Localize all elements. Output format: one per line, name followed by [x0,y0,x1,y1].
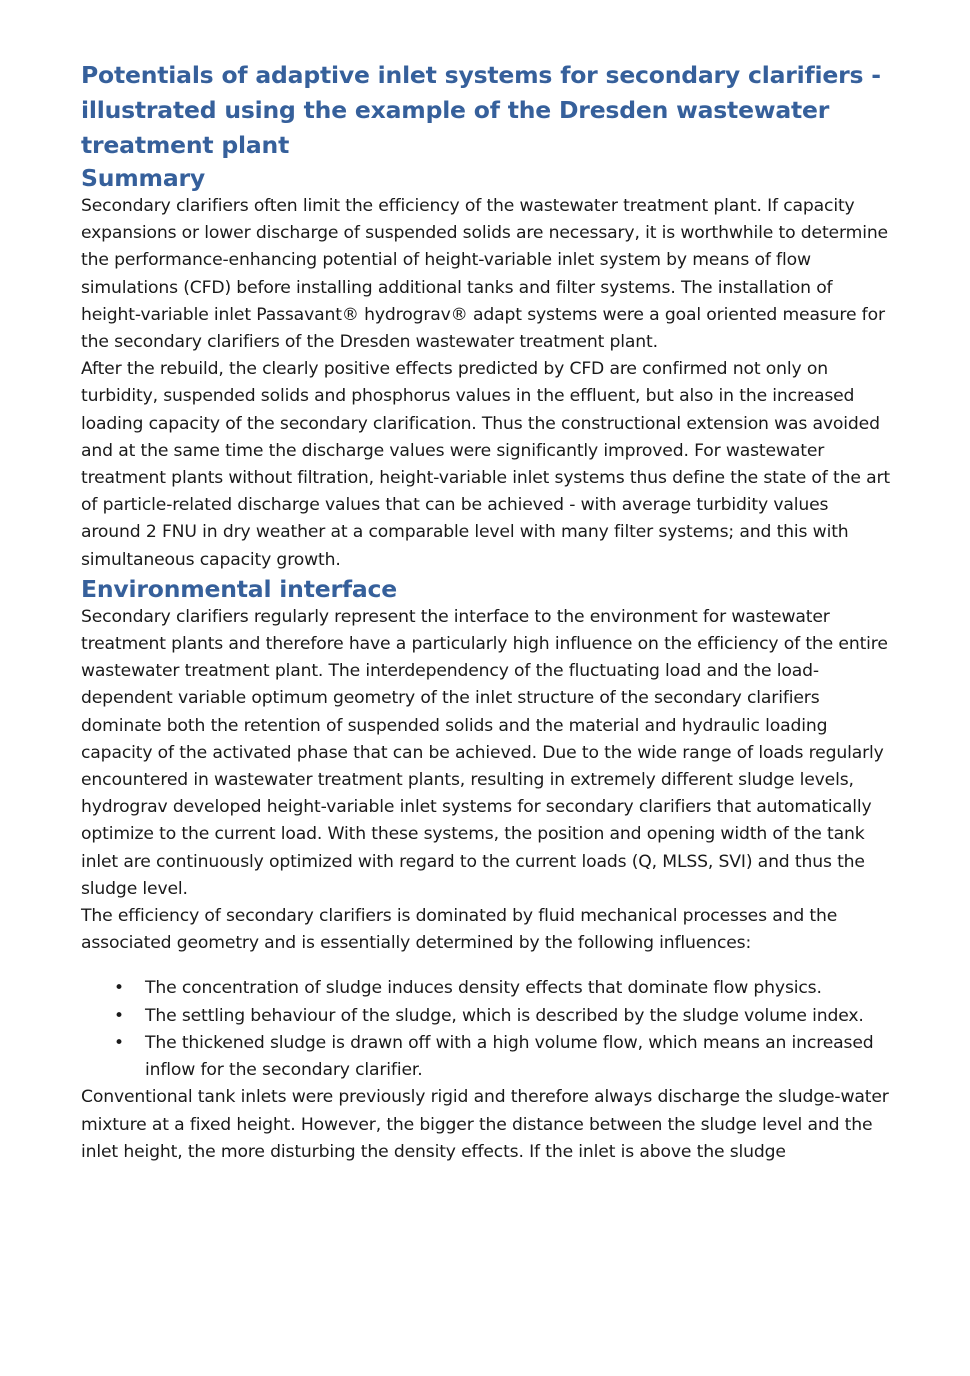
summary-paragraph-2: After the rebuild, the clearly positive effects predicted by CFD are confirmed not only on turbidity, suspended solids and phosphorus values in the effluent, but also in the increased loading capacity of the secondary clarification. Thus the constructional extension was avoided and at the same time the discharge values were significantly improved. For wastewater treatment plants without filtration, height-variable inlet systems thus define the state of the art of particle-related discharge values that can be achieved - with average turbidity values around 2 FNU in dry weather at a comparable level with many filter systems; and this with simultaneous capacity growth. [81,359,890,570]
list-item-text: The thickened sludge is drawn off with a high volume flow, which means an increased inflow for the secondary clarifier. [145,1032,874,1081]
environmental-paragraph-1: Secondary clarifiers regularly represent the interface to the environment for wastewater treatment plants and therefore have a particularly high influence on the efficiency of the entire wastewater treatment plant. The interdependency of the fluctuating load and the load-dependent variable optimum geometry of the inlet structure of the secondary clarifiers dominate both the retention of suspended solids and the material and hydraulic loading capacity of the activated phase that can be achieved. Due to the wide range of loads regularly encountered in wastewater treatment plants, resulting in extremely different sludge levels, hydrograv developed height-variable inlet systems for secondary clarifiers that automatically optimize to the current load. With these systems, the position and opening width of the tank inlet are continuously optimized with regard to the current loads (Q, MLSS, SVI) and thus the sludge level. [81,606,888,899]
environmental-paragraph-2: The efficiency of secondary clarifiers is dominated by fluid mechanical processes and the associated geometry and is essentially determined by the following influences: [81,906,838,954]
list-item-text: The settling behaviour of the sludge, which is described by the sludge volume index. [145,1005,864,1026]
environmental-paragraph-3: Conventional tank inlets were previously rigid and therefore always discharge the sludge-water mixture at a fixed height. However, the bigger the distance between the sludge level and the inlet height, the more disturbing the density effects. If the inlet is above the sludge [81,1087,889,1162]
document-title: Potentials of adaptive inlet systems for secondary clarifiers - illustrated using the example of the Dresden wastewater treatment plant [81,61,881,159]
bullet-icon: • [114,1032,124,1053]
bullet-icon: • [114,1005,124,1026]
list-item-text: The concentration of sludge induces density effects that dominate flow physics. [145,978,822,999]
bullet-icon: • [114,978,124,999]
list-item [81,975,893,1002]
influences-list [81,975,893,1084]
document-page [81,58,893,1166]
list-item [81,1003,893,1030]
list-item [81,1030,893,1084]
summary-paragraph-1: Secondary clarifiers often limit the efficiency of the wastewater treatment plant. If capacity expansions or lower discharge of suspended solids are necessary, it is worthwhile to determine the performance-enhancing potential of height-variable inlet system by means of flow simulations (CFD) before installing additional tanks and filter systems. The installation of height-variable inlet Passavant® hydrograv® adapt systems were a goal oriented measure for the secondary clarifiers of the Dresden wastewater treatment plant. [81,196,888,353]
environmental-interface-heading: Environmental interface [81,574,398,603]
summary-heading: Summary [81,164,205,192]
